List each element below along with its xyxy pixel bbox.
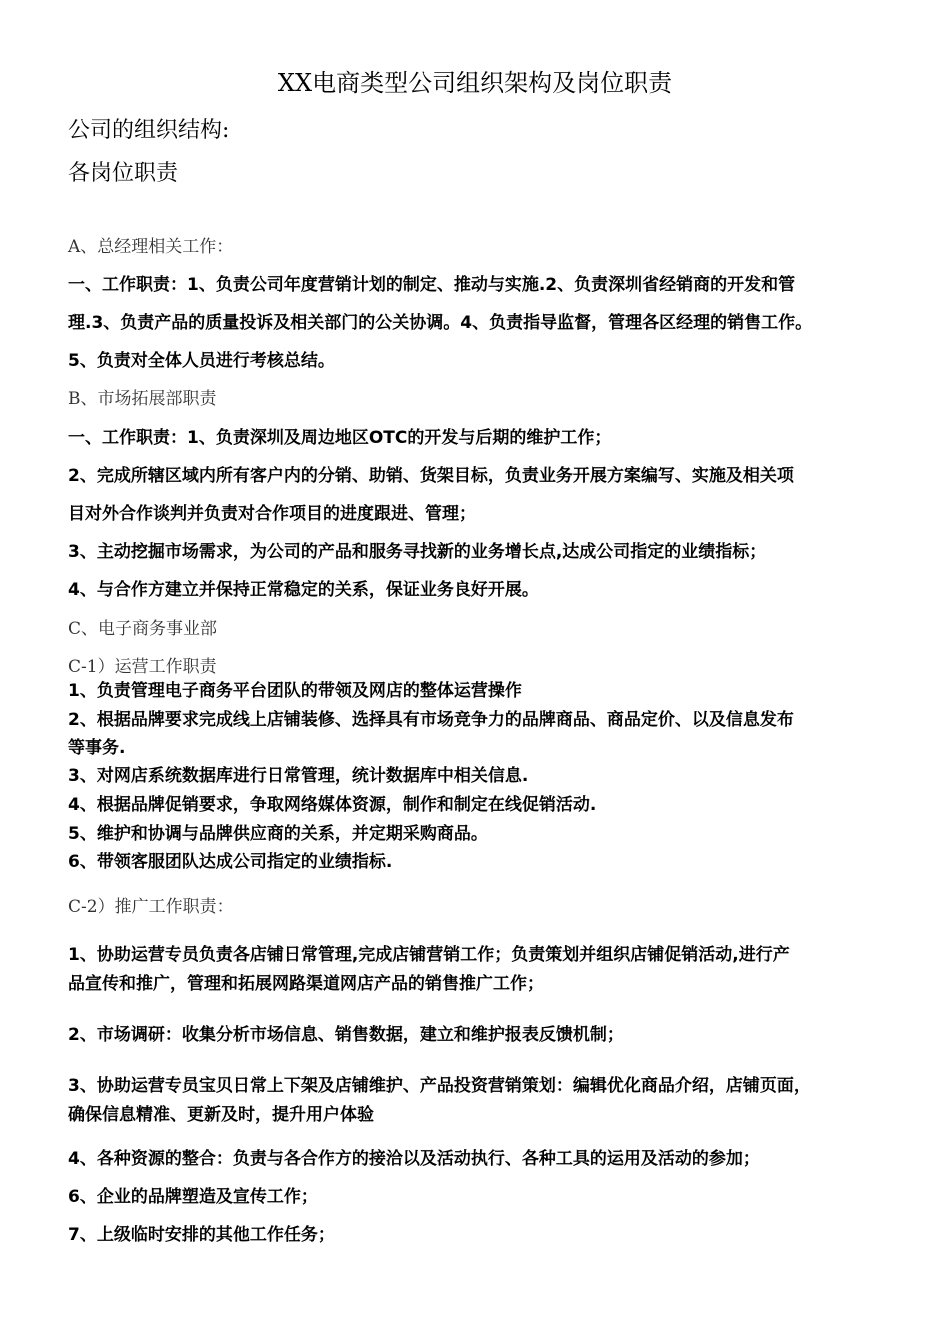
section-b-line: 目对外合作谈判并负责对合作项目的进度跟进、管理； xyxy=(68,504,476,524)
section-c2-line: 6、企业的品牌塑造及宣传工作； xyxy=(68,1187,318,1207)
section-c1-heading: C-1）运营工作职责 xyxy=(68,657,217,677)
section-c2-line: 确保信息精准、更新及时，提升用户体验 xyxy=(68,1105,374,1125)
section-c1-line: 4、根据品牌促销要求，争取网络媒体资源，制作和制定在线促销活动. xyxy=(68,795,597,815)
section-a-heading: A、总经理相关工作： xyxy=(68,237,234,257)
section-c1-line: 5、维护和协调与品牌供应商的关系，并定期采购商品。 xyxy=(68,824,488,844)
section-c2-line: 品宣传和推广，管理和拓展网路渠道网店产品的销售推广工作； xyxy=(68,974,544,994)
section-c2-line: 3、协助运营专员宝贝日常上下架及店铺维护、产品投资营销策划：编辑优化商品介绍，店铺页面， xyxy=(68,1076,811,1096)
section-c1-line: 3、对网店系统数据库进行日常管理，统计数据库中相关信息. xyxy=(68,766,529,786)
document-title: XX电商类型公司组织架构及岗位职责 xyxy=(277,69,673,97)
section-b-line: 3、主动挖掘市场需求，为公司的产品和服务寻找新的业务增长点,达成公司指定的业绩指标； xyxy=(68,542,767,562)
section-c-heading: C、电子商务事业部 xyxy=(68,619,218,639)
section-b-heading: B、市场拓展部职责 xyxy=(68,389,217,409)
section-c1-line: 1、负责管理电子商务平台团队的带领及网店的整体运营操作 xyxy=(68,681,522,701)
section-c2-heading: C-2）推广工作职责： xyxy=(68,897,234,917)
section-c2-line: 1、协助运营专员负责各店铺日常管理,完成店铺营销工作；负责策划并组织店铺促销活动,进行产 xyxy=(68,945,790,965)
section-c2-line: 4、各种资源的整合：负责与各合作方的接洽以及活动执行、各种工具的运用及活动的参加； xyxy=(68,1149,760,1169)
section-c2-line: 2、市场调研：收集分析市场信息、销售数据，建立和维护报表反馈机制； xyxy=(68,1025,624,1045)
section-c1-line: 6、带领客服团队达成公司指定的业绩指标. xyxy=(68,852,393,872)
section-a-line: 一、工作职责：1、负责公司年度营销计划的制定、推动与实施.2、负责深圳省经销商的开发和管 xyxy=(68,275,796,295)
section-b-line: 一、工作职责：1、负责深圳及周边地区OTC的开发与后期的维护工作； xyxy=(68,428,612,448)
duties-heading: 各岗位职责 xyxy=(68,161,179,186)
org-structure-heading: 公司的组织结构: xyxy=(68,118,230,143)
section-b-line: 4、与合作方建立并保持正常稳定的关系，保证业务良好开展。 xyxy=(68,580,539,600)
section-a-line: 5、负责对全体人员进行考核总结。 xyxy=(68,351,335,371)
section-c1-line: 2、根据品牌要求完成线上店铺装修、选择具有市场竞争力的品牌商品、商品定价、以及信息发布 xyxy=(68,710,794,730)
section-c1-line: 等事务. xyxy=(68,738,126,758)
section-b-line: 2、完成所辖区域内所有客户内的分销、助销、货架目标，负责业务开展方案编写、实施及相关项 xyxy=(68,466,794,486)
section-c2-line: 7、上级临时安排的其他工作任务； xyxy=(68,1225,335,1245)
section-a-line: 理.3、负责产品的质量投诉及相关部门的公关协调。4、负责指导监督，管理各区经理的销售工作。 xyxy=(68,313,813,333)
